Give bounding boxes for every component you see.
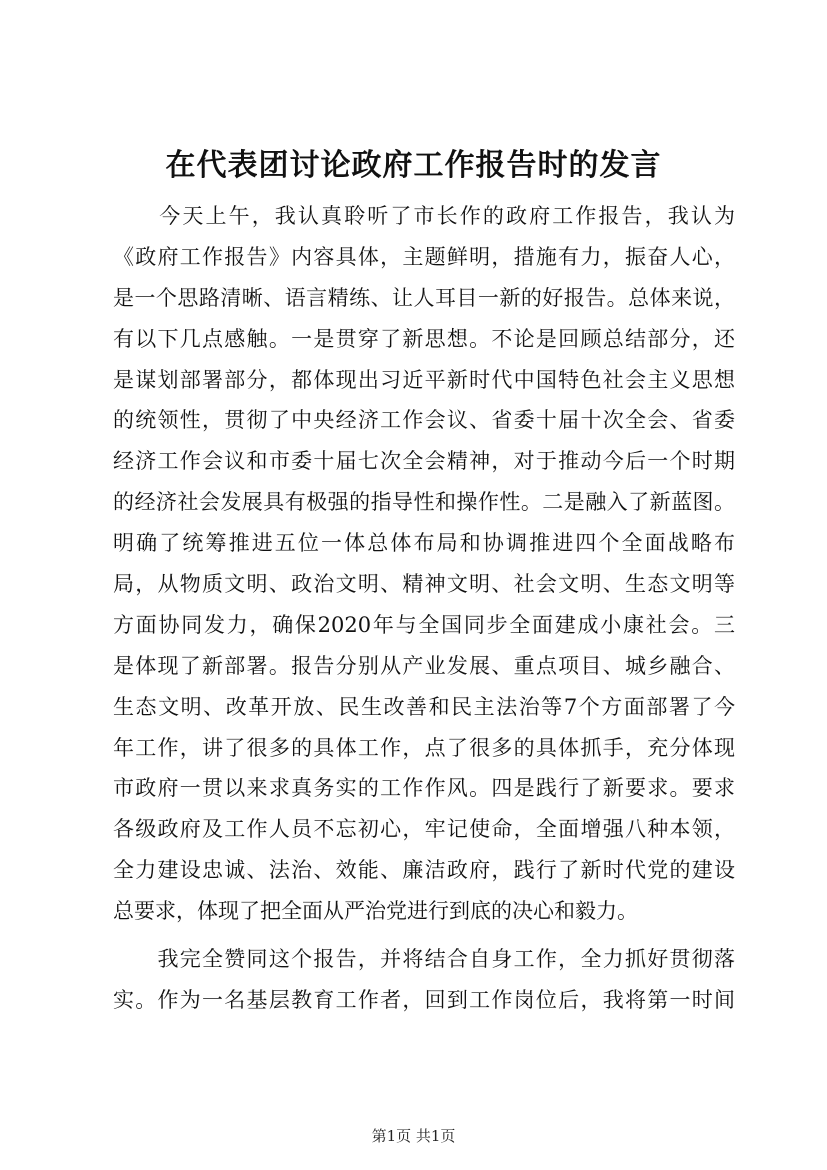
document-body: [113, 196, 735, 1021]
text-line: 《政府工作报告》内容具体，主题鲜明，措施有力，振奋人心，: [113, 244, 735, 269]
text-line: 全力建设忠诚、法治、效能、廉洁政府，践行了新时代党的建设: [113, 858, 735, 883]
document-title: 在代表团讨论政府工作报告时的发言: [165, 148, 662, 183]
text-line: 市政府一贯以来求真务实的工作作风。四是践行了新要求。要求: [113, 776, 735, 801]
text-line: 的统领性，贯彻了中央经济工作会议、省委十届十次全会、省委: [113, 408, 735, 433]
text-line: 今天上午，我认真聆听了市长作的政府工作报告，我认为: [113, 204, 735, 228]
text-line: 生态文明、改革开放、民生改善和民主法治等7个方面部署了今: [113, 694, 735, 719]
text-line: 是体现了新部署。报告分别从产业发展、重点项目、城乡融合、: [113, 653, 735, 678]
text-line: 年工作，讲了很多的具体工作，点了很多的具体抓手，充分体现: [113, 735, 735, 760]
paragraph: [113, 939, 735, 1021]
text-line: 的经济社会发展具有极强的指导性和操作性。二是融入了新蓝图。: [113, 490, 735, 515]
text-line: 是谋划部署部分，都体现出习近平新时代中国特色社会主义思想: [113, 367, 735, 392]
text-line: 有以下几点感触。一是贯穿了新思想。不论是回顾总结部分，还: [113, 326, 735, 351]
text-line: 实。作为一名基层教育工作者，回到工作岗位后，我将第一时间: [113, 987, 735, 1012]
text-line: 明确了统筹推进五位一体总体布局和协调推进四个全面战略布: [113, 531, 735, 556]
text-line: 我完全赞同这个报告，并将结合自身工作，全力抓好贯彻落: [113, 947, 735, 972]
text-line: 经济工作会议和市委十届七次全会精神，对于推动今后一个时期: [113, 449, 735, 474]
paragraph: [113, 196, 735, 932]
text-line: 局，从物质文明、政治文明、精神文明、社会文明、生态文明等: [113, 572, 735, 597]
text-line: 各级政府及工作人员不忘初心，牢记使命，全面增强八种本领，: [113, 817, 735, 842]
text-line: 总要求，体现了把全面从严治党进行到底的决心和毅力。: [113, 899, 638, 924]
paragraph-spacer: [113, 932, 735, 939]
text-line: 方面协同发力，确保2020年与全国同步全面建成小康社会。三: [113, 612, 735, 637]
text-line: 是一个思路清晰、语言精练、让人耳目一新的好报告。总体来说，: [113, 285, 735, 310]
page-number-footer: 第1页 共1页: [371, 1127, 456, 1145]
